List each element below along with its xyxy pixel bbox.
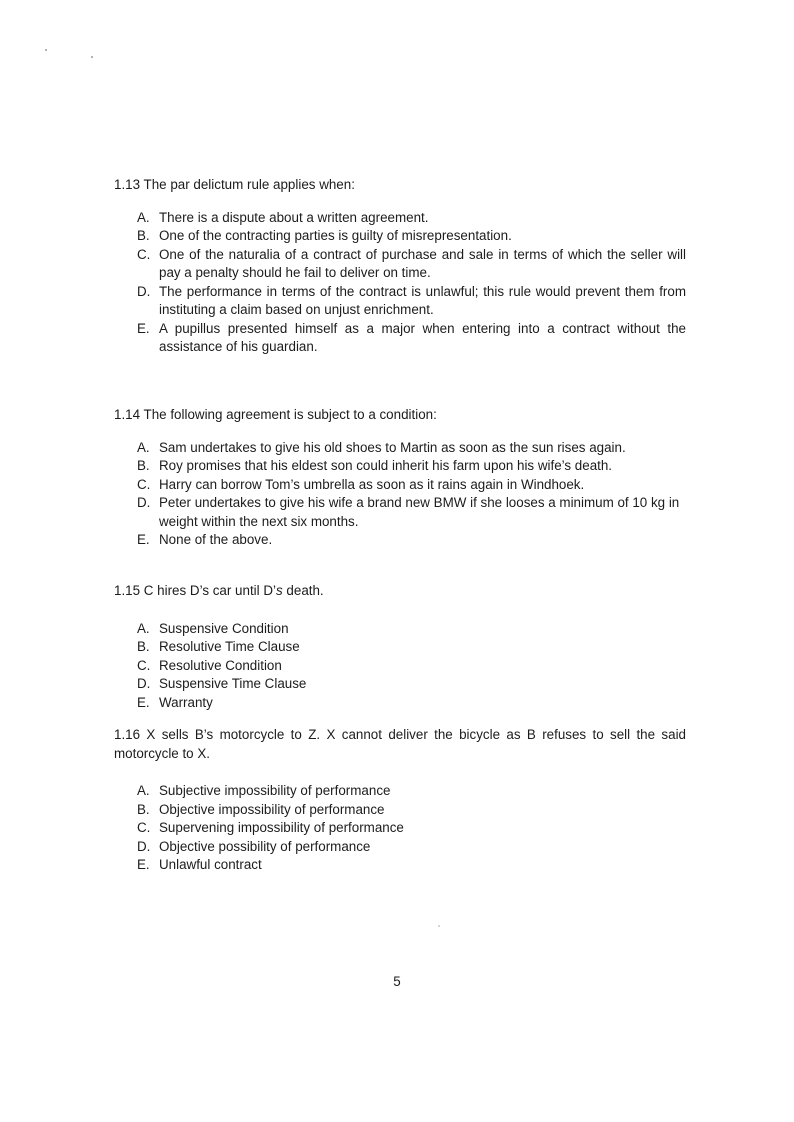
option-c	[114, 246, 686, 283]
option-text: One of the contracting parties is guilty of misrepresentation.	[159, 228, 512, 243]
option-letter: C.	[137, 476, 151, 492]
option-text: Suspensive Condition	[159, 620, 289, 636]
option-text: One of the naturalia of a contract of purchase and sale in terms of which the seller will pay a penalty should he fail to deliver on time.	[159, 246, 686, 280]
option-e	[114, 694, 686, 713]
option-b	[114, 801, 686, 820]
option-text: Suspensive Time Clause	[159, 676, 307, 691]
option-text: Objective impossibility of performance	[159, 801, 385, 817]
option-d	[114, 494, 686, 531]
option-letter: B.	[137, 801, 150, 817]
option-b	[114, 227, 686, 246]
answer-options	[114, 209, 686, 357]
option-letter: D.	[137, 495, 151, 510]
option-letter: B.	[137, 458, 150, 473]
answer-options	[114, 439, 686, 550]
option-text: The performance in terms of the contract is unlawful; this rule would prevent them from instituting a claim based on unjust enrichment.	[159, 283, 686, 317]
option-b	[114, 457, 686, 476]
question-stem: 1.13 The par delictum rule applies when:	[114, 177, 355, 192]
option-c	[114, 819, 686, 838]
page-number: 5	[393, 974, 401, 989]
question-stem: 1.14 The following agreement is subject to a condition:	[114, 407, 437, 422]
question-stem-text: 1.15 C hires D’s car until D’	[114, 583, 276, 598]
option-letter: D.	[137, 283, 151, 299]
option-letter: A.	[137, 439, 150, 455]
option-d	[114, 283, 686, 320]
option-d	[114, 675, 686, 694]
option-letter: A.	[137, 620, 150, 636]
question-1-13	[114, 176, 686, 357]
answer-options	[114, 620, 686, 713]
option-e	[114, 531, 686, 550]
option-text: Unlawful contract	[159, 857, 262, 872]
question-stem-text: death.	[282, 583, 324, 598]
option-text: Objective possibility of performance	[159, 838, 371, 854]
answer-options	[114, 782, 686, 875]
option-letter: C.	[137, 246, 151, 262]
option-letter: D.	[137, 676, 151, 691]
option-text: Sam undertakes to give his old shoes to Martin as soon as the sun rises again.	[159, 439, 626, 455]
option-letter: A.	[137, 783, 150, 798]
option-text: There is a dispute about a written agreement.	[159, 209, 429, 225]
option-letter: D.	[137, 838, 151, 854]
option-text: Resolutive Condition	[159, 657, 282, 673]
option-text: Subjective impossibility of performance	[159, 783, 391, 798]
option-text: Harry can borrow Tom’s umbrella as soon as it rains again in Windhoek.	[159, 476, 585, 492]
scan-speck	[438, 925, 440, 927]
option-a	[114, 620, 686, 639]
option-text: None of the above.	[159, 532, 273, 547]
option-letter: B.	[137, 228, 150, 243]
option-text: A pupillus presented himself as a major when entering into a contract without the assistance of his guardian.	[159, 320, 686, 354]
option-letter: C.	[137, 820, 151, 835]
option-letter: A.	[137, 209, 150, 225]
option-text: Peter undertakes to give his wife a brand new BMW if she looses a minimum of 10 kg in weight within the next six months.	[159, 495, 680, 529]
option-letter: E.	[137, 694, 150, 710]
option-letter: E.	[137, 532, 150, 547]
question-stem: 1.16 X sells B’s motorcycle to Z. X cannot deliver the bicycle as B refuses to sell the said motorcycle to X.	[114, 727, 686, 761]
scan-speck	[91, 56, 93, 58]
question-1-16	[114, 726, 686, 875]
option-letter: E.	[137, 857, 150, 872]
option-c	[114, 657, 686, 676]
option-text: Resolutive Time Clause	[159, 639, 300, 654]
option-c	[114, 476, 686, 495]
question-stem	[114, 582, 686, 601]
option-b	[114, 638, 686, 657]
option-e	[114, 320, 686, 357]
option-a	[114, 209, 686, 228]
question-stem-italic: s	[276, 583, 283, 598]
question-1-15	[114, 582, 686, 712]
option-text: Supervening impossibility of performance	[159, 820, 404, 835]
question-1-14	[114, 406, 686, 550]
option-letter: B.	[137, 639, 150, 654]
option-d	[114, 838, 686, 857]
option-text: Roy promises that his eldest son could inherit his farm upon his wife’s death.	[159, 458, 613, 473]
option-e	[114, 856, 686, 875]
option-a	[114, 782, 686, 801]
option-letter: E.	[137, 320, 150, 336]
option-letter: C.	[137, 657, 151, 673]
option-text: Warranty	[159, 694, 213, 710]
option-a	[114, 439, 686, 458]
scan-speck	[45, 49, 47, 51]
